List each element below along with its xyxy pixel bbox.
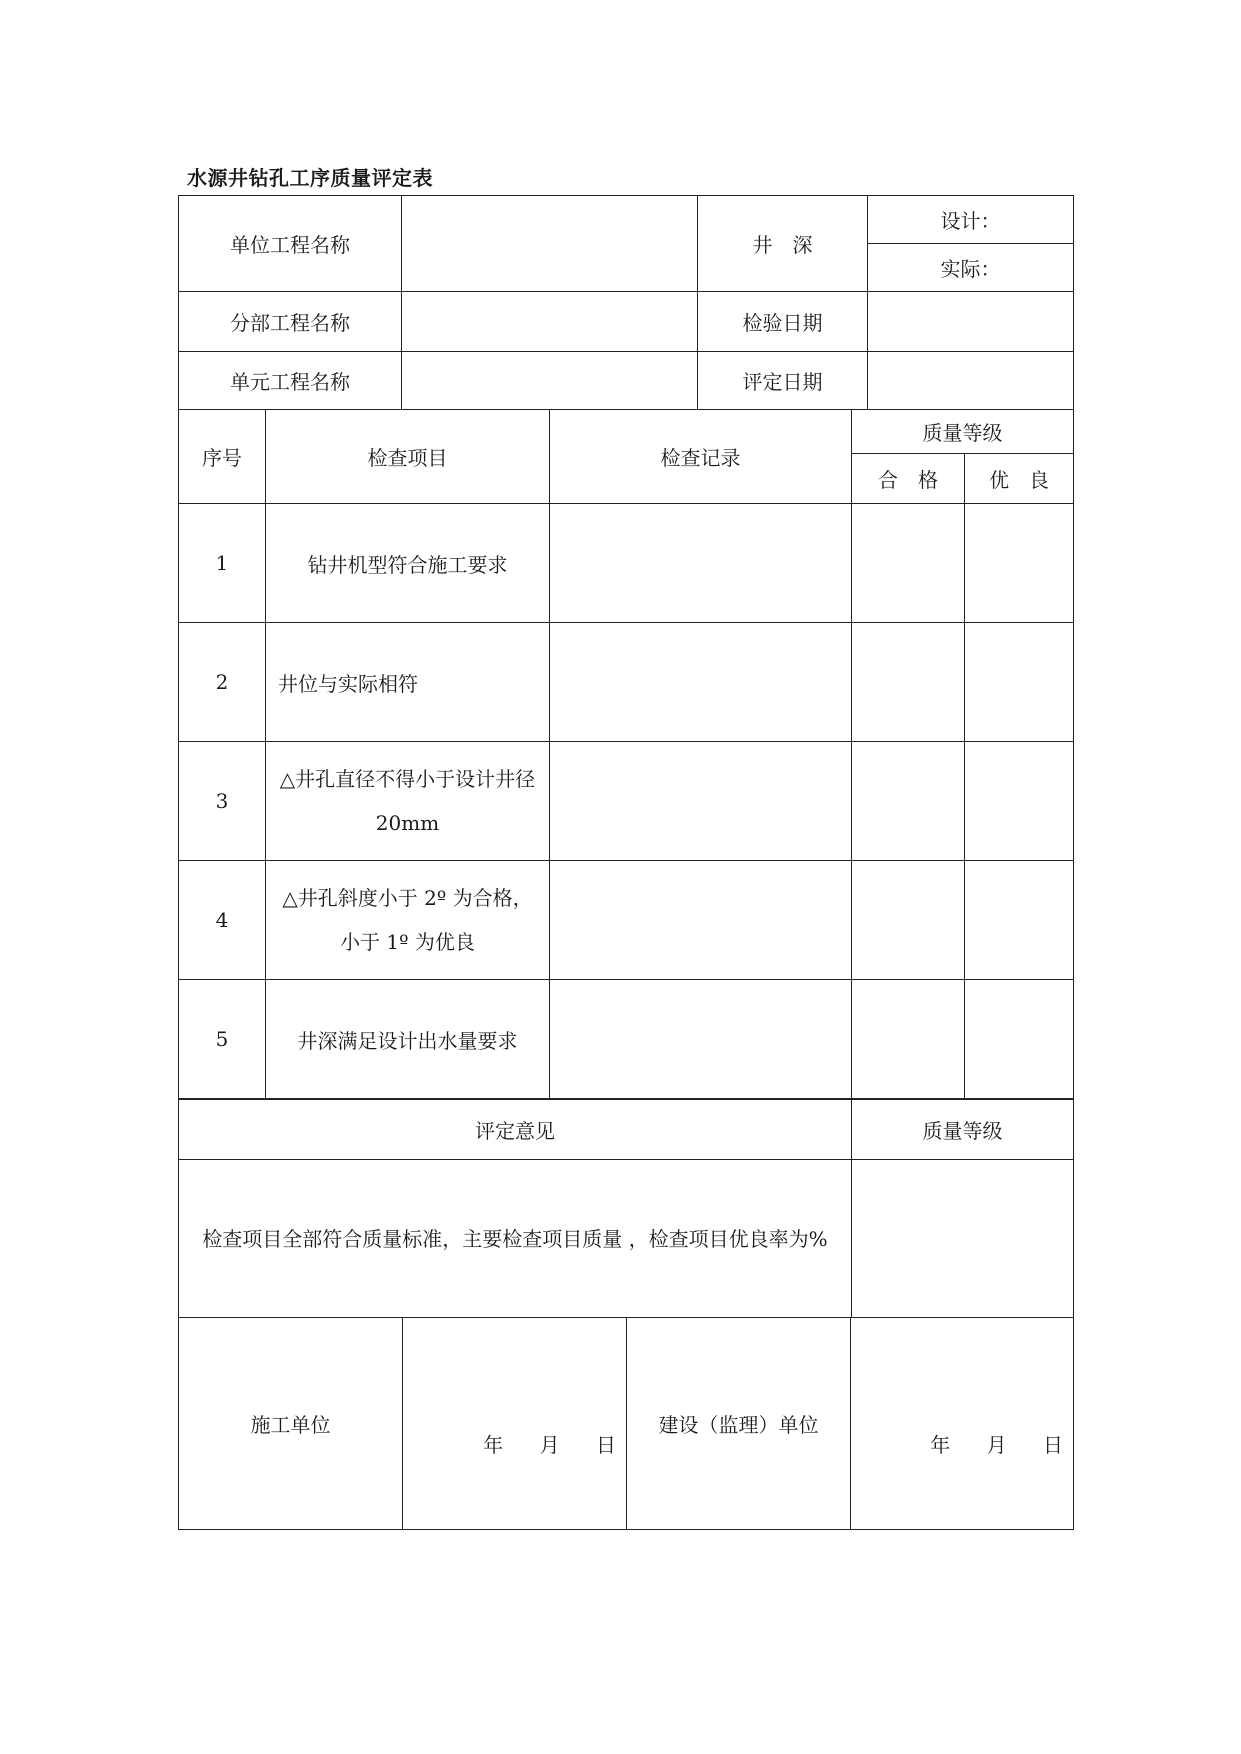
col-grade-header: 质量等级 xyxy=(852,410,1074,454)
col-no-header: 序号 xyxy=(179,410,266,504)
row-item: 井深满足设计出水量要求 xyxy=(266,980,550,1099)
row-record[interactable] xyxy=(550,623,852,742)
col-item-header: 检查项目 xyxy=(266,410,550,504)
row-no: 3 xyxy=(179,742,266,861)
construction-date[interactable] xyxy=(403,1318,627,1530)
inspection-date-value[interactable] xyxy=(868,292,1074,352)
row-excellent[interactable] xyxy=(965,504,1074,623)
date-month: 月 xyxy=(986,1433,1007,1457)
inspection-table xyxy=(178,409,1074,1099)
grade-value[interactable] xyxy=(852,1160,1074,1318)
table-row xyxy=(179,980,1074,1099)
date-year: 年 xyxy=(483,1433,504,1457)
date-day: 日 xyxy=(596,1433,616,1457)
row-excellent[interactable] xyxy=(965,861,1074,980)
unit-project-label: 单位工程名称 xyxy=(179,196,402,292)
row-no: 1 xyxy=(179,504,266,623)
row-pass[interactable] xyxy=(852,504,965,623)
sub-project-label: 分部工程名称 xyxy=(179,292,402,352)
row-record[interactable] xyxy=(550,980,852,1099)
element-project-label: 单元工程名称 xyxy=(179,352,402,410)
row-record[interactable] xyxy=(550,504,852,623)
page-title: 水源井钻孔工序质量评定表 xyxy=(187,166,433,190)
design-depth-label: 设计： xyxy=(940,209,1001,233)
row-pass[interactable] xyxy=(852,861,965,980)
row-item: 钻井机型符合施工要求 xyxy=(266,504,550,623)
element-project-value[interactable] xyxy=(402,352,698,410)
row-no: 5 xyxy=(179,980,266,1099)
row-no: 2 xyxy=(179,623,266,742)
evaluation-date-value[interactable] xyxy=(868,352,1074,410)
grade-label: 质量等级 xyxy=(852,1100,1074,1160)
well-depth-label: 井 深 xyxy=(698,196,868,292)
actual-depth-field[interactable] xyxy=(868,244,1074,292)
row-pass[interactable] xyxy=(852,742,965,861)
col-excellent-header: 优 良 xyxy=(965,454,1074,504)
table-row xyxy=(179,623,1074,742)
supervision-unit-label: 建设（监理）单位 xyxy=(627,1318,851,1530)
row-item: 井位与实际相符 xyxy=(266,623,550,742)
table-row xyxy=(179,742,1074,861)
row-excellent[interactable] xyxy=(965,742,1074,861)
date-day: 日 xyxy=(1043,1433,1063,1457)
table-row xyxy=(179,504,1074,623)
row-record[interactable] xyxy=(550,742,852,861)
row-excellent[interactable] xyxy=(965,623,1074,742)
col-record-header: 检查记录 xyxy=(550,410,852,504)
unit-project-value[interactable] xyxy=(402,196,698,292)
evaluation-date-label: 评定日期 xyxy=(698,352,868,410)
evaluation-table xyxy=(178,1099,1074,1318)
inspection-date-label: 检验日期 xyxy=(698,292,868,352)
sub-project-value[interactable] xyxy=(402,292,698,352)
supervision-date[interactable] xyxy=(851,1318,1074,1530)
row-pass[interactable] xyxy=(852,623,965,742)
table-row xyxy=(179,861,1074,980)
col-pass-header: 合 格 xyxy=(852,454,965,504)
row-no: 4 xyxy=(179,861,266,980)
project-info-table xyxy=(178,195,1074,410)
row-excellent[interactable] xyxy=(965,980,1074,1099)
date-year: 年 xyxy=(930,1433,951,1457)
opinion-text: 检查项目全部符合质量标准，主要检查项目质量 ，检查项目优良率为% xyxy=(179,1160,852,1318)
row-item: △井孔直径不得小于设计井径 20mm xyxy=(266,742,550,861)
opinion-label: 评定意见 xyxy=(179,1100,852,1160)
construction-unit-label: 施工单位 xyxy=(179,1318,403,1530)
actual-depth-label: 实际： xyxy=(940,257,1001,281)
row-record[interactable] xyxy=(550,861,852,980)
signoff-table xyxy=(178,1317,1074,1530)
row-item: △井孔斜度小于 2º 为合格，小于 1º 为优良 xyxy=(266,861,550,980)
date-month: 月 xyxy=(539,1433,560,1457)
design-depth-field[interactable] xyxy=(868,196,1074,244)
row-pass[interactable] xyxy=(852,980,965,1099)
